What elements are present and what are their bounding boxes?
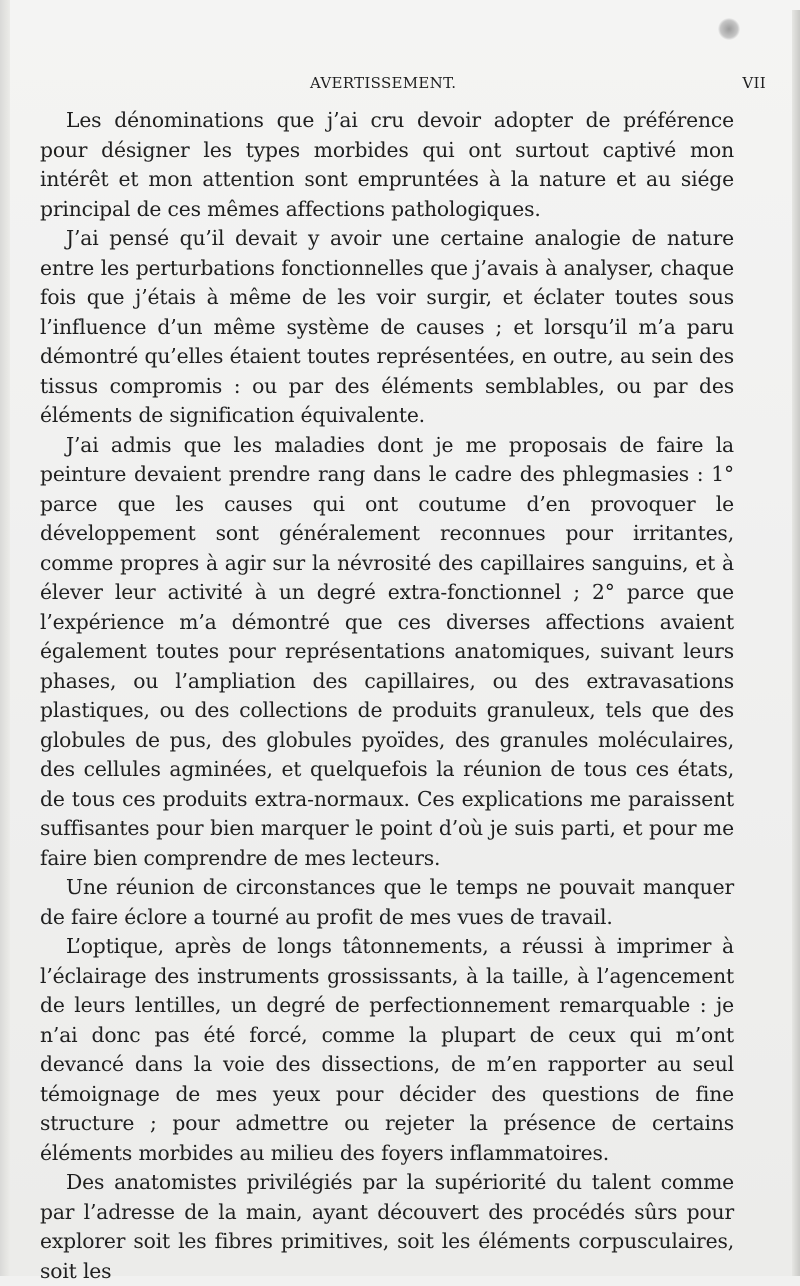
paragraph-3: J’ai admis que les maladies dont je me proposais de faire la peinture devaient prendre rang dans le cadre des phlegmasies : 1° parce que les causes qui ont coutume d’en provoquer le développement sont généralement reconnues pour irritantes, comme propres à agir sur la névrosité des capillaires sanguins, et à élever leur activité à un degré extra-fonctionnel ; 2° parce que l’expérience m’a démontré que ces diverses affections avaient également toutes pour représentations anatomiques, suivant leurs phases, ou l’ampliation des capillaires, ou des extravasations plastiques, ou des collections de produits granuleux, tels que des globules de pus, des globules pyoïdes, des granules moléculaires, des cellules agminées, et quelquefois la réunion de tous ces états, de tous ces produits extra-normaux. Ces explications me paraissent suffisantes pour bien marquer le point d’où je suis parti, et pour me faire bien comprendre de mes lecteurs.: [40, 432, 734, 870]
page-left-edge: [0, 0, 10, 1276]
body-text: [40, 106, 734, 1286]
page-number: VII: [742, 74, 766, 92]
paragraph-2: J’ai pensé qu’il devait y avoir une certaine analogie de nature entre les perturbations fonctionnelles que j’avais à analyser, chaque fois que j’étais à même de les voir surgir, et éclater toutes sous l’influence d’un même système de causes ; et lorsqu’il m’a paru démontré qu’elles étaient toutes représentées, en outre, au sein des tissus compromis : ou par des éléments semblables, ou par des éléments de signification équivalente.: [40, 226, 734, 427]
ink-blot: [718, 18, 740, 40]
paragraph-5: L’optique, après de longs tâtonnements, a réussi à imprimer à l’éclairage des instruments grossissants, à la taille, à l’agencement de leurs lentilles, un degré de perfectionnement remarquable : je n’ai donc pas été forcé, comme la plupart de ceux qui m’ont devancé dans la voie des dissections, de m’en rapporter au seul témoignage de mes yeux pour décider des questions de fine structure ; pour admettre ou rejeter la présence de certains éléments morbides au milieu des foyers inflammatoires.: [40, 934, 734, 1165]
paragraph-6: Des anatomistes privilégiés par la supériorité du talent comme par l’adresse de la main, ayant découvert des procédés sûrs pour explorer soit les fibres primitives, soit les éléments corpusculaires, soit les: [40, 1170, 734, 1283]
paragraph-1: Les dénominations que j’ai cru devoir adopter de préférence pour désigner les types morbides qui ont surtout captivé mon intérêt et mon attention sont empruntées à la nature et au siége principal de ces mêmes affections pathologiques.: [40, 108, 734, 221]
running-title: AVERTISSEMENT.: [310, 74, 457, 92]
paragraph-4: Une réunion de circonstances que le temps ne pouvait manquer de faire éclore a tourné au profit de mes vues de travail.: [40, 875, 734, 929]
page-header: [310, 74, 766, 96]
page-right-edge: [792, 10, 800, 1276]
